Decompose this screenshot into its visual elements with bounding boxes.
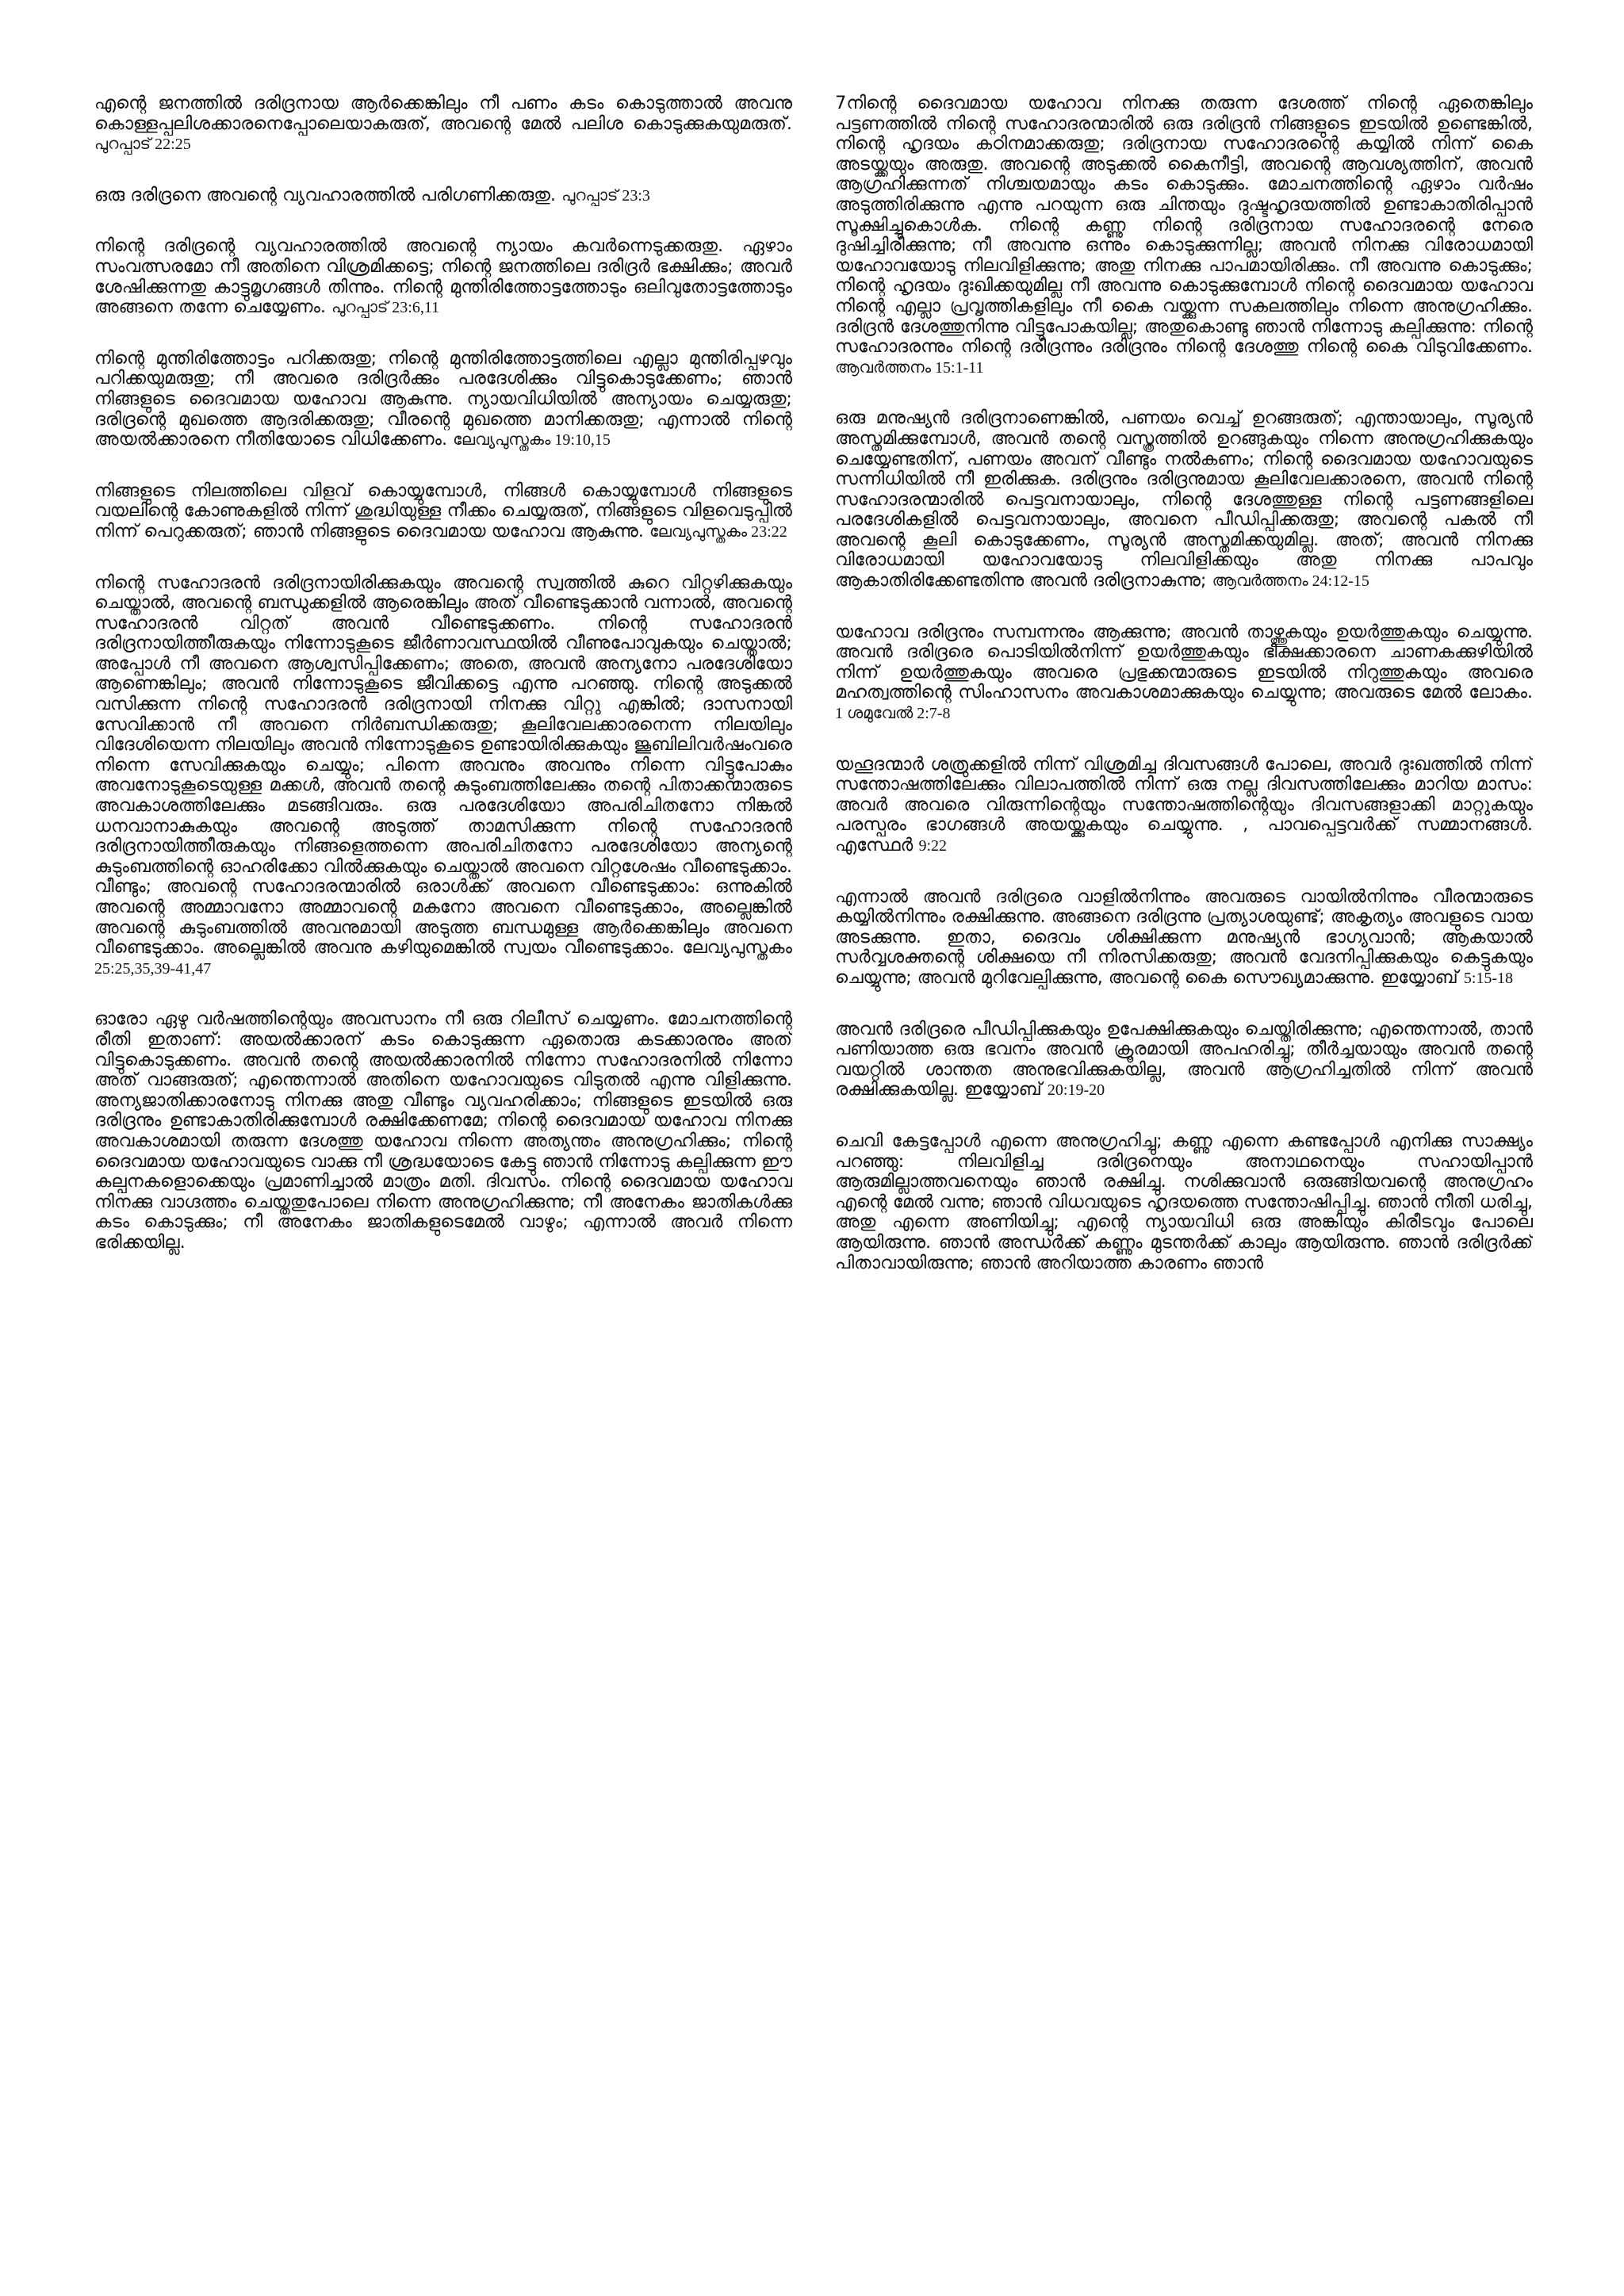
verse-reference: ലേവ്യപുസ്തകം 19:10,15 [453, 431, 611, 450]
verse-paragraph [94, 236, 792, 318]
verse-reference: 5:15-18 [1463, 969, 1514, 987]
verse-reference: ആവർത്തനം 24:12-15 [1212, 572, 1369, 591]
verse-paragraph [94, 1009, 792, 1253]
verse-reference: ആവർത്തനം 15:1-11 [835, 358, 984, 377]
verse-text: ഒരു മനുഷ്യൻ ദരിദ്രനാണെങ്കിൽ, പണയം വെച്ച് ഉറങ്ങരുത്; എന്തായാലും, സൂര്യൻ അസ്തമിക്കുമ്പോൾ, അവൻ തന്റെ വസ്ത്രത്തിൽ ഉറങ്ങുകയും നിന്നെ അനുഗ്രഹിക്കുകയും ചെയ്യേണ്ടതിന്, പണയം അവന് വീണ്ടും നൽകണം; നിന്റെ ദൈവമായ യഹോവയുടെ സന്നിധിയിൽ നീ ഇരിക്കുക. ദരിദ്രനും ദരിദ്രനുമായ കൂലിവേലക്കാരനെ, അവൻ നിന്റെ സഹോദരന്മാരിൽ പെട്ടവനായാലും, നിന്റെ ദേശത്തുള്ള നിന്റെ പട്ടണങ്ങളിലെ പരദേശികളിൽ പെട്ടവനായാലും, അവനെ പീഡിപ്പിക്കരുതു; അവന്റെ പകൽ നീ അവന്റെ കൂലി കൊടുക്കേണം, സൂര്യൻ അസ്തമിക്കയുമില്ല. അത്; അവൻ നിനക്കു വിരോധമായി യഹോവയോടു നിലവിളിക്കയും അതു നിനക്കു പാപവും ആകാതിരിക്കേണ്ടതിന്നു അവൻ ദരിദ്രനാകുന്നു; [835, 408, 1533, 591]
verse-paragraph [94, 481, 792, 543]
verse-reference: ലേവ്യപുസ്തകം 23:22 [649, 522, 787, 541]
verse-paragraph [94, 573, 792, 980]
verse-paragraph [835, 887, 1533, 989]
verse-paragraph [94, 186, 792, 207]
verse-text: 7നിന്റെ ദൈവമായ യഹോവ നിനക്കു തരുന്ന ദേശത്ത് നിന്റെ ഏതെങ്കിലും പട്ടണത്തിൽ നിന്റെ സഹോദരന്മാരിൽ ഒരു ദരിദ്രൻ നിങ്ങളുടെ ഇടയിൽ ഉണ്ടെങ്കിൽ, നിന്റെ ഹൃദയം കഠിനമാക്കരുതു; ദരിദ്രനായ സഹോദരന്റെ കയ്യിൽ നിന്ന് കൈ അടയ്ക്കയും അരുതു. അവന്റെ അടുക്കൽ കൈനീട്ടി, അവന്റെ ആവശ്യത്തിന്, അവൻ ആഗ്രഹിക്കുന്നത് നിശ്ചയമായും കടം കൊടുക്കും. മോചനത്തിന്റെ ഏഴാം വർഷം അടുത്തിരിക്കുന്നു എന്നു പറയുന്ന ഒരു ചിന്തയും ദുഷ്ടഹൃദയത്തിൽ ഉണ്ടാകാതിരിപ്പാൻ സൂക്ഷിച്ചുകൊൾക. നിന്റെ കണ്ണു നിന്റെ ദരിദ്രനായ സഹോദരന്റെ നേരെ ദുഷിച്ചിരിക്കുന്നു; നീ അവന്നു ഒന്നും കൊടുക്കുന്നില്ല; അവൻ നിനക്കു വിരോധമായി യഹോവയോടു നിലവിളിക്കുന്നു; അതു നിനക്കു പാപമായിരിക്കും. നീ അവന്നു കൊടുക്കും; നിന്റെ ഹൃദയം ദുഃഖിക്കയുമില്ല നീ അവന്നു കൊടുക്കുമ്പോൾ നിന്റെ ദൈവമായ യഹോവ നിന്റെ എല്ലാ പ്രവൃത്തികളിലും നീ കൈ വയ്ക്കുന്ന സകലത്തിലും നിന്നെ അനുഗ്രഹിക്കും. ദരിദ്രൻ ദേശത്തുനിന്നു വിട്ടുപോകയില്ല; അതുകൊണ്ടു ഞാൻ നിന്നോടു കല്പിക്കുന്നു: നിന്റെ സഹോദരന്നും നിന്റെ ദരിദ്രന്നും ദരിദ്രനും നിന്റെ ദേശത്തു നിന്റെ കൈ വിടുവിക്കേണം. [835, 94, 1533, 358]
verse-paragraph [94, 94, 792, 155]
verse-reference: പുറപ്പാട് 22:25 [94, 136, 191, 154]
verse-text: എന്നാൽ അവൻ ദരിദ്രരെ വാളിൽനിന്നും അവരുടെ വായിൽനിന്നും വീരന്മാരുടെ കയ്യിൽനിന്നും രക്ഷിക്കുന്നു. അങ്ങനെ ദരിദ്രന്നു പ്രത്യാശയുണ്ട്; അകൃത്യം അവളുടെ വായ അടക്കുന്നു. ഇതാ, ദൈവം ശിക്ഷിക്കുന്ന മനുഷ്യൻ ഭാഗ്യവാൻ; ആകയാൽ സർവ്വശക്തന്റെ ശിക്ഷയെ നീ നിരസിക്കരുതു; അവൻ വേദനിപ്പിക്കുകയും കെട്ടുകയും ചെയ്യുന്നു; അവൻ മുറിവേല്പിക്കുന്നു, അവന്റെ കൈ സൌഖ്യമാക്കുന്നു. ഇയ്യോബ് [835, 886, 1533, 988]
verse-text: ഓരോ ഏഴു വർഷത്തിന്റെയും അവസാനം നീ ഒരു റിലീസ് ചെയ്യണം. മോചനത്തിന്റെ രീതി ഇതാണ്: അയൽക്കാരന് കടം കൊടുക്കുന്ന ഏതൊരു കടക്കാരനും അത് വിട്ടുകൊടുക്കണം. അവൻ തന്റെ അയൽക്കാരനിൽ നിന്നോ സഹോദരനിൽ നിന്നോ അത് വാങ്ങരുത്; എന്തെന്നാൽ അതിനെ യഹോവയുടെ വിടുതൽ എന്നു വിളിക്കുന്നു. അന്യജാതിക്കാരനോടു നിനക്കു അതു വീണ്ടും വ്യവഹരിക്കാം; നിങ്ങളുടെ ഇടയിൽ ഒരു ദരിദ്രനും ഉണ്ടാകാതിരിക്കുമ്പോൾ രക്ഷിക്കേണമേ; നിന്റെ ദൈവമായ യഹോവ നിനക്കു അവകാശമായി തരുന്ന ദേശത്തു യഹോവ നിന്നെ അത്യന്തം അനുഗ്രഹിക്കും; നിന്റെ ദൈവമായ യഹോവയുടെ വാക്കു നീ ശ്രദ്ധയോടെ കേട്ടു ഞാൻ നിന്നോടു കല്പിക്കുന്ന ഈ കല്പനകളൊക്കെയും പ്രമാണിച്ചാൽ മാത്രം മതി. ദിവസം. നിന്റെ ദൈവമായ യഹോവ നിനക്കു വാഗ്ദത്തം ചെയ്തതുപോലെ നിന്നെ അനുഗ്രഹിക്കുന്നു; നീ അനേകം ജാതികൾക്കു കടം കൊടുക്കും; നീ അനേകം ജാതികളുടെമേൽ വാഴും; എന്നാൽ അവർ നിന്നെ ഭരിക്കയില്ല. [94, 1008, 792, 1253]
verse-paragraph [835, 622, 1533, 725]
verse-reference: പുറപ്പാട് 23:6,11 [331, 299, 440, 317]
verse-paragraph [94, 349, 792, 451]
verse-text: യഹോവ ദരിദ്രനും സമ്പന്നനും ആക്കുന്നു; അവൻ താഴ്ത്തുകയും ഉയർത്തുകയും ചെയ്യുന്നു. അവൻ ദരിദ്രരെ പൊടിയിൽനിന്ന് ഉയർത്തുകയും ഭിക്ഷക്കാരനെ ചാണകക്കുഴിയിൽ നിന്ന് ഉയർത്തുകയും അവരെ പ്രഭുക്കന്മാരുടെ ഇടയിൽ നിറുത്തുകയും അവരെ മഹത്വത്തിന്റെ സിംഹാസനം അവകാശമാക്കുകയും ചെയ്യുന്നു; അവരുടെ മേൽ ലോകം. [835, 621, 1533, 703]
verse-reference: പുറപ്പാട് 23:3 [561, 186, 650, 205]
verse-text: ചെവി കേട്ടപ്പോൾ എന്നെ അനുഗ്രഹിച്ചു; കണ്ണു എന്നെ കണ്ടപ്പോൾ എനിക്കു സാക്ഷ്യം പറഞ്ഞു: നിലവിളിച്ച ദരിദ്രനെയും അനാഥനെയും സഹായിപ്പാൻ ആരുമില്ലാത്തവനെയും ഞാൻ രക്ഷിച്ചു. നശിക്കുവാൻ ഒരുങ്ങിയവന്റെ അനുഗ്രഹം എന്റെ മേൽ വന്നു; ഞാൻ വിധവയുടെ ഹൃദയത്തെ സന്തോഷിപ്പിച്ചു. ഞാൻ നീതി ധരിച്ചു, അതു എന്നെ അണിയിച്ചു; എന്റെ ന്യായവിധി ഒരു അങ്കിയും കിരീടവും പോലെ ആയിരുന്നു. ഞാൻ അന്ധർക്ക് കണ്ണും മുടന്തർക്ക് കാലും ആയിരുന്നു. ഞാൻ ദരിദ്രർക്ക് പിതാവായിരുന്നു; ഞാൻ അറിയാത്ത കാരണം ഞാൻ [835, 1130, 1533, 1273]
verse-text: നിന്റെ ദരിദ്രന്റെ വ്യവഹാരത്തിൽ അവന്റെ ന്യായം കവർന്നെടുക്കരുതു. ഏഴാം സംവത്സരമോ നീ അതിനെ വിശ്രമിക്കട്ടെ; നിന്റെ ജനത്തിലെ ദരിദ്രർ ഭക്ഷിക്കും; അവർ ശേഷിക്കുന്നതു കാട്ടുമൃഗങ്ങൾ തിന്നും. നിന്റെ മുന്തിരിത്തോട്ടത്തോടും ഒലിവുതോട്ടത്തോടും അങ്ങനെ തന്നേ ചെയ്യേണം. [94, 235, 792, 318]
verse-text: നിങ്ങളുടെ നിലത്തിലെ വിളവ് കൊയ്യുമ്പോൾ, നിങ്ങൾ കൊയ്യുമ്പോൾ നിങ്ങളുടെ വയലിന്റെ കോണുകളിൽ നിന്ന് ശുദ്ധിയുള്ള നീക്കം ചെയ്യരുത്, നിങ്ങളുടെ വിളവെടുപ്പിൽ നിന്ന് പെറുക്കരുത്; ഞാൻ നിങ്ങളുടെ ദൈവമായ യഹോവ ആകുന്നു. [94, 480, 792, 541]
verse-paragraph [835, 755, 1533, 857]
verse-paragraph [835, 94, 1533, 378]
verse-text: ഒരു ദരിദ്രനെ അവന്റെ വ്യവഹാരത്തിൽ പരിഗണിക്കരുതു. [94, 184, 557, 205]
verse-paragraph [835, 1131, 1533, 1274]
verse-paragraph [835, 408, 1533, 591]
verse-text: അവൻ ദരിദ്രരെ പീഡിപ്പിക്കുകയും ഉപേക്ഷിക്കുകയും ചെയ്തിരിക്കുന്നു; എന്തെന്നാൽ, താൻ പണിയാത്ത ഒരു ഭവനം അവൻ ക്രൂരമായി അപഹരിച്ചു; തീർച്ചയായും അവൻ തന്റെ വയറ്റിൽ ശാന്തത അനുഭവിക്കുകയില്ല, അവൻ ആഗ്രഹിച്ചതിൽ നിന്ന് അവൻ രക്ഷിക്കുകയില്ല. ഇയ്യോബ് [835, 1018, 1533, 1100]
verse-reference: 20:19-20 [1047, 1081, 1105, 1100]
verse-text: യഹൂദന്മാർ ശത്രുക്കളിൽ നിന്ന് വിശ്രമിച്ച ദിവസങ്ങൾ പോലെ, അവർ ദുഃഖത്തിൽ നിന്ന് സന്തോഷത്തിലേക്കും വിലാപത്തിൽ നിന്ന് ഒരു നല്ല ദിവസത്തിലേക്കും മാറിയ മാസം: അവർ അവരെ വിരുന്നിന്റെയും സന്തോഷത്തിന്റെയും ദിവസങ്ങളാക്കി മാറ്റുകയും പരസ്പരം ഭാഗങ്ങൾ അയയ്ക്കുകയും ചെയ്യുന്നു. , പാവപ്പെട്ടവർക്ക് സമ്മാനങ്ങൾ. എസ്ഥേർ [835, 753, 1533, 855]
left-column [94, 94, 792, 2272]
verse-reference: 1 ശമുവേൽ 2:7-8 [835, 705, 951, 723]
verse-paragraph [835, 1020, 1533, 1101]
verse-text: നിന്റെ മുന്തിരിത്തോട്ടം പറിക്കരുതു; നിന്റെ മുന്തിരിത്തോട്ടത്തിലെ എല്ലാ മുന്തിരിപ്പഴവും പറിക്കയുമരുതു; നീ അവരെ ദരിദ്രർക്കും പരദേശിക്കും വിട്ടുകൊടുക്കേണം; ഞാൻ നിങ്ങളുടെ ദൈവമായ യഹോവ ആകുന്നു. ന്യായവിധിയിൽ അന്യായം ചെയ്യരുതു; ദരിദ്രന്റെ മുഖത്തെ ആദരിക്കരുതു; വീരന്റെ മുഖത്തെ മാനിക്കരുതു; എന്നാൽ നിന്റെ അയൽക്കാരനെ നീതിയോടെ വിധിക്കേണം. [94, 347, 792, 450]
verse-reference: 25:25,35,39-41,47 [94, 959, 212, 978]
verse-text: എന്റെ ജനത്തിൽ ദരിദ്രനായ ആർക്കെങ്കിലും നീ പണം കടം കൊടുത്താൽ അവനു കൊള്ളപ്പലിശക്കാരനെപ്പോലെയാകരുത്, അവന്റെ മേൽ പലിശ കൊടുക്കുകയുമരുത്. [94, 94, 792, 134]
right-column [835, 94, 1533, 2272]
verse-text: നിന്റെ സഹോദരൻ ദരിദ്രനായിരിക്കുകയും അവന്റെ സ്വത്തിൽ കുറെ വിറ്റഴിക്കുകയും ചെയ്താൽ, അവന്റെ ബന്ധുക്കളിൽ ആരെങ്കിലും അത് വീണ്ടെടുക്കാൻ വന്നാൽ, അവന്റെ സഹോദരൻ വിറ്റത് അവൻ വീണ്ടെടുക്കണം. നിന്റെ സഹോദരൻ ദരിദ്രനായിത്തീരുകയും നിന്നോടുകൂടെ ജീർണാവസ്ഥയിൽ വീണുപോവുകയും ചെയ്താൽ; അപ്പോൾ നീ അവനെ ആശ്വസിപ്പിക്കേണം; അതെ, അവൻ അന്യനോ പരദേശിയോ ആണെങ്കിലും; അവൻ നിന്നോടുകൂടെ ജീവിക്കട്ടെ എന്നു പറഞ്ഞു. നിന്റെ അടുക്കൽ വസിക്കുന്ന നിന്റെ സഹോദരൻ ദരിദ്രനായി നിനക്കു വിറ്റു എങ്കിൽ; ദാസനായി സേവിക്കാൻ നീ അവനെ നിർബന്ധിക്കരുതു; കൂലിവേലക്കാരനെന്ന നിലയിലും വിദേശിയെന്ന നിലയിലും അവൻ നിന്നോടുകൂടെ ഉണ്ടായിരിക്കുകയും ജൂബിലിവർഷംവരെ നിന്നെ സേവിക്കുകയും ചെയ്യും; പിന്നെ അവനും അവനും നിന്നെ വിട്ടുപോകും അവനോടുകൂടെയുള്ള മക്കൾ, അവൻ തന്റെ കുടുംബത്തിലേക്കും തന്റെ പിതാക്കന്മാരുടെ അവകാശത്തിലേക്കും മടങ്ങിവരും. ഒരു പരദേശിയോ അപരിചിതനോ നിങ്കൽ ധനവാനാകുകയും അവന്റെ അടുത്ത് താമസിക്കുന്ന നിന്റെ സഹോദരൻ ദരിദ്രനായിത്തീരുകയും നിങ്ങളെത്തന്നെ അപരിചിതനോ പരദേശിയോ അന്യന്റെ കുടുംബത്തിന്റെ ഓഹരിക്കോ വിൽക്കുകയും ചെയ്താൽ അവനെ വിറ്റശേഷം വീണ്ടെടുക്കാം. വീണ്ടും; അവന്റെ സഹോദരന്മാരിൽ ഒരാൾക്ക് അവനെ വീണ്ടെടുക്കാം: ഒന്നുകിൽ അവന്റെ അമ്മാവനോ അമ്മാവന്റെ മകനോ അവനെ വീണ്ടെടുക്കാം, അല്ലെങ്കിൽ അവന്റെ കുടുംബത്തിൽ അവനുമായി അടുത്ത ബന്ധമുള്ള ആർക്കെങ്കിലും അവനെ വീണ്ടെടുക്കാം. അല്ലെങ്കിൽ അവനു കഴിയുമെങ്കിൽ സ്വയം വീണ്ടെടുക്കാം. ലേവ്യപുസ്തകം [94, 572, 792, 959]
verse-reference: 9:22 [918, 837, 947, 855]
